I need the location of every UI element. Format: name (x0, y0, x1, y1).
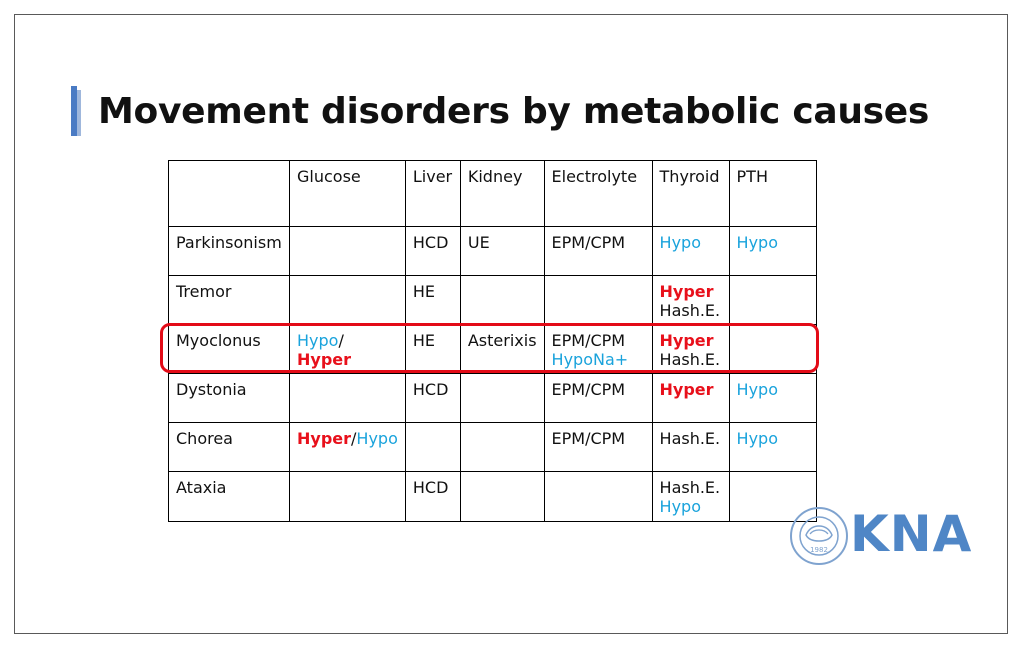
glucose-value-hypo: Hypo (356, 429, 398, 448)
cell-pth (729, 276, 816, 325)
cell-pth: Hypo (729, 374, 816, 423)
row-label: Dystonia (169, 374, 290, 423)
glucose-separator: / (351, 429, 357, 448)
cell-kidney (460, 374, 544, 423)
cell-electrolyte (544, 276, 652, 325)
row-label: Myoclonus (169, 325, 290, 374)
cell-thyroid: Hyper (652, 374, 729, 423)
korean-neurological-association-seal-icon (788, 505, 850, 567)
cell-glucose (290, 472, 406, 522)
electrolyte-value-epm: EPM/CPM (551, 331, 626, 350)
cell-liver: HCD (405, 227, 460, 276)
cell-glucose (290, 276, 406, 325)
thyroid-value-hash-e: Hash.E. (659, 301, 721, 320)
cell-electrolyte: EPM/CPM (544, 374, 652, 423)
thyroid-value-hyper: Hyper (659, 282, 714, 301)
row-label: Ataxia (169, 472, 290, 522)
row-label: Tremor (169, 276, 290, 325)
cell-liver: HE (405, 325, 460, 374)
logo-year: 1982 (810, 546, 828, 554)
table-row (169, 276, 817, 325)
glucose-value-hyper: Hyper (297, 429, 352, 448)
cell-liver: HE (405, 276, 460, 325)
table-header-row (169, 161, 817, 227)
cell-glucose (290, 423, 406, 472)
glucose-separator: / (338, 331, 344, 350)
cell-electrolyte: EPM/CPM (544, 227, 652, 276)
title-accent-bar (71, 86, 81, 136)
cell-liver: HCD (405, 472, 460, 522)
table-row (169, 227, 817, 276)
header-cell-empty (169, 161, 290, 227)
table-row (169, 374, 817, 423)
electrolyte-value-hypona: HypoNa+ (551, 350, 629, 369)
cell-kidney (460, 472, 544, 522)
cell-thyroid: Hypo (652, 227, 729, 276)
header-cell-pth: PTH (729, 161, 816, 227)
header-cell-thyroid: Thyroid (652, 161, 729, 227)
cell-pth (729, 325, 816, 374)
cell-electrolyte (544, 472, 652, 522)
glucose-value-hyper: Hyper (297, 350, 352, 369)
cell-kidney (460, 276, 544, 325)
cell-glucose (290, 227, 406, 276)
cell-thyroid (652, 276, 729, 325)
row-label: Chorea (169, 423, 290, 472)
cell-thyroid: Hash.E. (652, 423, 729, 472)
slide-title: Movement disorders by metabolic causes (98, 91, 930, 132)
glucose-value-hypo: Hypo (297, 331, 339, 350)
header-cell-glucose: Glucose (290, 161, 406, 227)
metabolic-causes-table (168, 160, 817, 522)
kna-logo (788, 505, 973, 567)
header-cell-liver: Liver (405, 161, 460, 227)
cell-glucose (290, 325, 406, 374)
logo-text: KNA (850, 505, 973, 563)
header-cell-electrolyte: Electrolyte (544, 161, 652, 227)
table-row (169, 325, 817, 374)
cell-electrolyte: EPM/CPM (544, 423, 652, 472)
cell-kidney: Asterixis (460, 325, 544, 374)
cell-thyroid (652, 472, 729, 522)
cell-liver: HCD (405, 374, 460, 423)
cell-thyroid (652, 325, 729, 374)
thyroid-value-hash-e: Hash.E. (659, 350, 721, 369)
cell-kidney (460, 423, 544, 472)
row-label: Parkinsonism (169, 227, 290, 276)
table-row (169, 423, 817, 472)
thyroid-value-hash-e: Hash.E. (659, 478, 721, 497)
thyroid-value-hyper: Hyper (659, 331, 714, 350)
cell-pth: Hypo (729, 423, 816, 472)
thyroid-value-hypo: Hypo (659, 497, 701, 516)
header-cell-kidney: Kidney (460, 161, 544, 227)
table-row (169, 472, 817, 522)
cell-pth: Hypo (729, 227, 816, 276)
cell-liver (405, 423, 460, 472)
cell-glucose (290, 374, 406, 423)
cell-electrolyte (544, 325, 652, 374)
cell-kidney: UE (460, 227, 544, 276)
